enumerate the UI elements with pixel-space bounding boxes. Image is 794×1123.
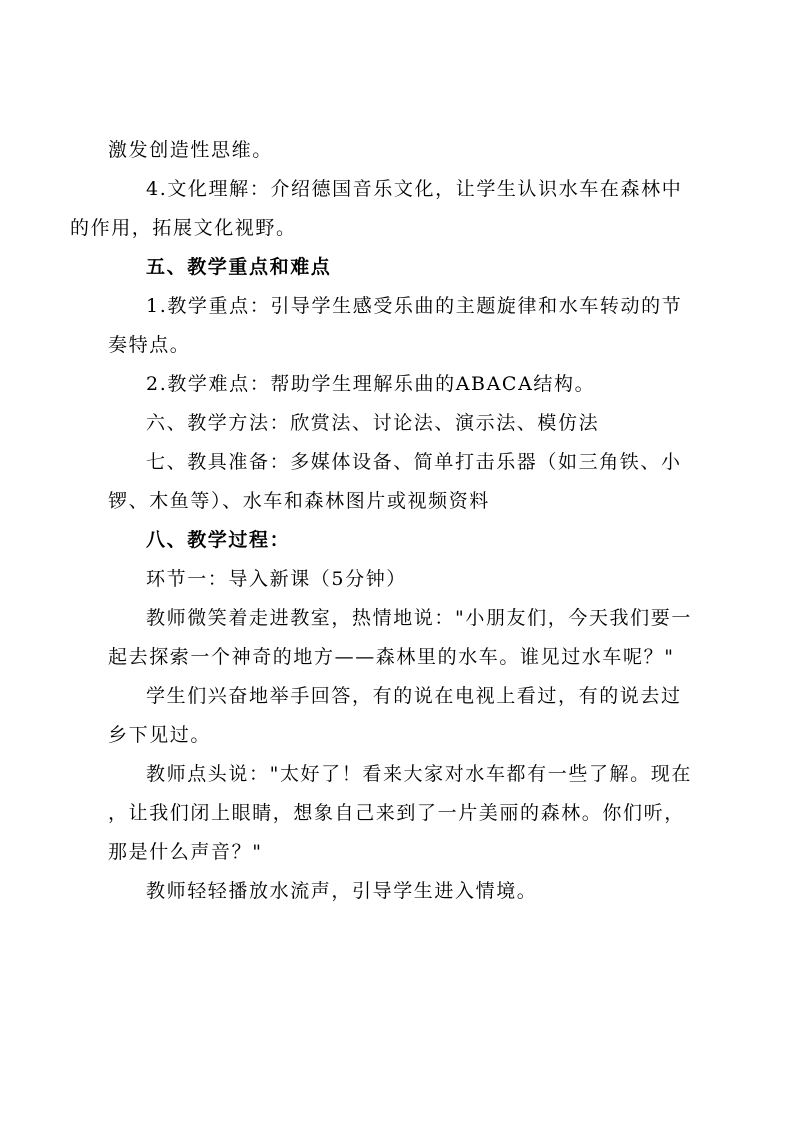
heading-text: 五、教学重点和难点	[146, 256, 332, 278]
section-teaching-materials	[108, 443, 698, 521]
text-line: 学生们兴奋地举手回答，有的说在电视上看过，有的说去过	[146, 685, 682, 707]
paragraph-student-response	[108, 677, 698, 755]
text-line: 激发创造性思维。	[108, 139, 273, 161]
paragraph-play-water-sound	[108, 872, 698, 911]
text-line: 六、教学方法：欣赏法、讨论法、演示法、模仿法	[146, 412, 600, 434]
text-line: 七、教具准备：多媒体设备、简单打击乐器（如三角铁、小	[146, 451, 682, 473]
paragraph-teaching-focus	[108, 287, 698, 365]
text-line: ，让我们闭上眼睛，想象自己来到了一片美丽的森林。你们听，	[108, 802, 685, 824]
text-line: 4.文化理解：介绍德国音乐文化，让学生认识水车在森林中	[146, 178, 683, 200]
text-line: 起去探索一个神奇的地方——森林里的水车。谁见过水车呢？"	[108, 646, 675, 668]
paragraph-teacher-greeting	[108, 599, 698, 677]
subsection-introduction	[108, 560, 698, 599]
text-line: 1.教学重点：引导学生感受乐曲的主题旋律和水车转动的节	[146, 295, 683, 317]
paragraph-cultural-understanding	[70, 170, 698, 248]
paragraph-teacher-nod	[108, 755, 698, 872]
text-line: 环节一：导入新课（5分钟）	[146, 568, 407, 590]
section-teaching-methods	[108, 404, 698, 443]
text-line: 教师点头说："太好了！看来大家对水车都有一些了解。现在	[146, 763, 692, 785]
text-line: 教师轻轻播放水流声，引导学生进入情境。	[146, 880, 538, 902]
text-line: 锣、木鱼等）、水车和森林图片或视频资料	[108, 490, 490, 512]
section-heading-key-points	[108, 248, 698, 287]
text-line: 2.教学难点：帮助学生理解乐曲的ABACA结构。	[146, 373, 596, 395]
text-line: 奏特点。	[108, 334, 191, 356]
text-line: 的作用，拓展文化视野。	[70, 217, 297, 239]
section-heading-teaching-process	[108, 521, 698, 560]
text-line: 那是什么声音？"	[108, 841, 263, 863]
heading-text: 八、教学过程：	[146, 529, 291, 551]
text-line: 教师微笑着走进教室，热情地说："小朋友们，今天我们要一	[146, 607, 692, 629]
text-line: 乡下见过。	[108, 724, 212, 746]
paragraph-teaching-difficulty	[108, 365, 698, 404]
paragraph-creative-thinking	[108, 131, 698, 170]
